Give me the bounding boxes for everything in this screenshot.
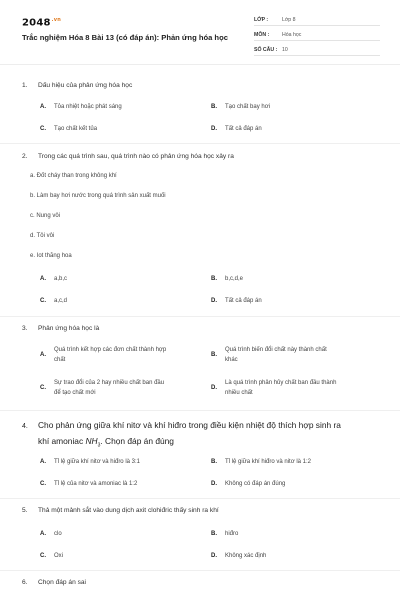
option-letter: C. [40,385,46,391]
question-text-continued [22,434,382,453]
question-2 [22,151,382,162]
answer-option[interactable] [40,378,200,398]
document-title: Trắc nghiệm Hóa 8 Bài 13 (có đáp án): Phản ứng hóa học [22,33,228,42]
answer-option[interactable] [211,298,262,304]
answer-option[interactable] [211,104,270,110]
question-3 [22,323,382,334]
meta-class [254,17,380,26]
answer-option[interactable] [211,459,311,465]
option-text: Không có đáp án đúng [225,481,286,487]
option-letter: B. [211,104,217,110]
answer-option[interactable] [211,531,238,537]
question-number: 4. [22,423,28,430]
option-letter: D. [211,481,217,487]
option-letter: C. [40,126,46,132]
option-letter: D. [211,126,217,132]
option-text: Tỉ lệ của nitơ và amoniac là 1:2 [54,481,138,487]
meta-label: SỐ CÂU : [254,47,278,53]
option-letter: D. [211,385,217,391]
option-letter: D. [211,298,217,304]
sub-item: c. Nung vôi [30,213,61,219]
question-text [22,577,382,588]
option-text: Tất cả đáp án [225,126,262,132]
question-stem: Cho phản ứng giữa khí nitơ và khí hiđro trong điều kiện nhiệt độ thích hợp sinh ra [38,420,341,430]
answer-option[interactable] [211,481,285,487]
question-stem: Phản ứng hóa học là [38,325,100,332]
answer-option[interactable] [211,553,266,559]
option-text: Sự trao đổi của 2 hay nhiều chất ban đầu [54,380,165,386]
chemical-formula: NH [85,436,98,446]
option-text: Không xác định [225,553,267,559]
option-letter: A. [40,531,46,537]
meta-label: LỚP : [254,17,269,23]
option-letter: C. [40,298,46,304]
option-text: Tạo chất kết tủa [54,126,98,132]
question-number: 2. [22,153,28,160]
question-stem: Thả một mảnh sắt vào dung dịch axit clohiđric thấy sinh ra khí [38,507,219,514]
answer-option[interactable] [211,378,371,398]
option-text: b,c,d,e [225,276,244,282]
option-text: nhiều chất [225,390,253,396]
answer-option[interactable] [40,459,140,465]
question-number: 5. [22,507,28,514]
option-text: hiđro [225,531,239,537]
site-logo[interactable] [22,17,61,28]
question-number: 3. [22,325,28,332]
question-text [22,151,382,162]
meta-value: Lớp 8 [282,17,296,23]
question-stem: Chọn đáp án sai [38,579,87,586]
option-text: chất [54,357,66,363]
option-text: Tỉ lệ giữa khí hiđro và nitơ là 1:2 [225,459,311,465]
answer-option[interactable] [40,553,63,559]
option-letter: C. [40,481,46,487]
meta-value: 10 [282,47,288,53]
option-letter: B. [211,459,217,465]
option-letter: C. [40,553,46,559]
question-stem: khí amoniac [38,436,86,446]
option-letter: A. [40,459,46,465]
question-text [22,418,382,434]
option-text: a,c,d [54,298,68,304]
answer-option[interactable] [40,298,67,304]
question-text [22,505,382,516]
question-stem: Trong các quá trình sau, quá trình nào có phản ứng hóa học xảy ra [38,153,234,160]
header-divider [0,64,400,65]
question-separator [0,570,400,571]
formula-subscript: 3 [97,442,101,449]
question-number: 6. [22,579,28,586]
document-header [0,0,400,62]
meta-value: Hóa học [282,32,302,38]
meta-subject [254,32,380,41]
answer-option[interactable] [40,481,137,487]
option-text: Là quá trình phân hủy chất ban đầu thành [225,380,337,386]
question-6 [22,577,382,588]
answer-option[interactable] [40,345,200,365]
option-letter: B. [211,352,217,358]
option-text: Tạo chất bay hơi [225,104,270,110]
question-separator [0,143,400,144]
option-letter: D. [211,553,217,559]
question-separator [0,316,400,317]
answer-option[interactable] [40,276,67,282]
question-text [22,323,382,334]
answer-option[interactable] [211,345,371,365]
option-text: a,b,c [54,276,68,282]
option-text: Quá trình kết hợp các đơn chất thành hợp [54,347,167,353]
answer-option[interactable] [211,126,262,132]
answer-option[interactable] [40,531,62,537]
meta-label: MÔN : [254,32,270,38]
option-text: Tỉ lệ giữa khí nitơ và hiđro là 3:1 [54,459,140,465]
answer-option[interactable] [40,126,97,132]
question-5 [22,505,382,516]
question-1 [22,80,382,91]
question-stem: . Chọn đáp án đúng [100,436,174,446]
option-text: clo [54,531,62,537]
meta-question-count [254,47,380,56]
question-separator [0,498,400,499]
option-text: Oxi [54,553,63,559]
option-letter: B. [211,531,217,537]
option-letter: A. [40,104,46,110]
question-separator [0,410,400,411]
answer-option[interactable] [40,104,122,110]
sub-item: e. Iot thăng hoa [30,253,72,259]
sub-item: a. Đốt cháy than trong không khí [30,173,117,179]
option-letter: B. [211,276,217,282]
sub-item: d. Tôi vôi [30,233,55,239]
logo-text: 2048 [22,17,51,29]
question-number: 1. [22,82,28,89]
option-text: Tỏa nhiệt hoặc phát sáng [54,104,122,110]
question-stem: Dấu hiệu của phản ứng hóa học [38,82,133,89]
logo-suffix: .vn [51,17,61,23]
answer-option[interactable] [211,276,243,282]
option-text: để tạo chất mới [54,390,96,396]
sub-item: b. Làm bay hơi nước trong quá trình sản xuất muối [30,193,166,199]
option-letter: A. [40,352,46,358]
option-text: Tất cả đáp án [225,298,262,304]
question-4 [22,418,382,453]
question-text [22,80,382,91]
option-text: khác [225,357,238,363]
option-text: Quá trình biến đổi chất này thành chất [225,347,327,353]
option-letter: A. [40,276,46,282]
